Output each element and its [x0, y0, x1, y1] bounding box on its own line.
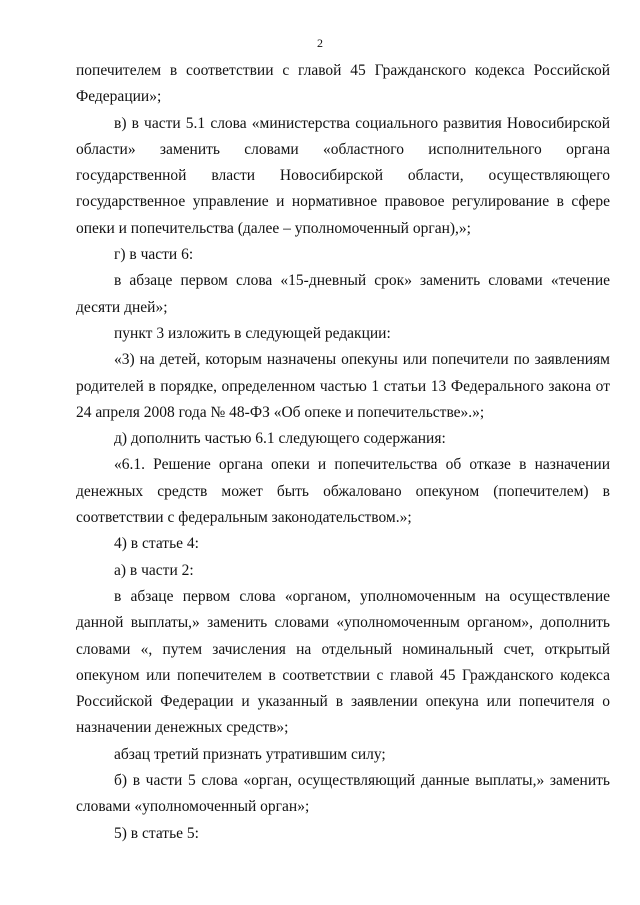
paragraph-first-abzac: в абзаце первом слова «15-дневный срок» заменить словами «течение десяти дней»; — [76, 272, 610, 316]
paragraph-item-d: д) дополнить частью 6.1 следующего содержания: — [114, 430, 446, 448]
paragraph-item-a: а) в части 2: — [114, 561, 194, 579]
paragraph-item-b: б) в части 5 слова «орган, осуществляющий данные выплаты,» заменить словами «уполномоченный орган»; — [76, 772, 610, 816]
paragraph-punkt-3: пункт 3 изложить в следующей редакции: — [114, 324, 391, 342]
paragraph-continuation: попечителем в соответствии с главой 45 Гражданского кодекса Российской Федерации»; — [76, 62, 610, 106]
document-body — [76, 58, 610, 847]
paragraph-third-abzac: абзац третий признать утратившим силу; — [114, 745, 386, 763]
paragraph-quote-3: «3) на детей, которым назначены опекуны или попечители по заявлениям родителей в порядке, определенном частью 1 статьи 13 Федерального закона от 24 апреля 2008 года № 48-ФЗ «Об опеке и попечительстве».»; — [76, 351, 610, 421]
paragraph-item-4: 4) в статье 4: — [114, 535, 199, 553]
paragraph-item-g: г) в части 6: — [114, 246, 194, 264]
paragraph-quote-6-1: «6.1. Решение органа опеки и попечительства об отказе в назначении денежных средств может быть обжаловано опекуном (попечителем) в соответствии с федеральным законодательством.»; — [76, 456, 610, 527]
paragraph-item-5: 5) в статье 5: — [114, 824, 199, 842]
page-number: 2 — [317, 36, 323, 50]
paragraph-first-abzac-2: в абзаце первом слова «органом, уполномоченным на осуществление данной выплаты,» заменить словами «уполномоченным органом», дополнить словами «, путем зачисления на отдельный номинальный счет, открытый опекуном или попечителем в соответствии с главой 45 Гражданского кодекса Российской Федерации и указанный в заявлении опекуна или попечителя о назначении денежных средств»; — [76, 587, 610, 737]
paragraph-item-v: в) в части 5.1 слова «министерства социального развития Новосибирской области» заменить словами «областного исполнительного органа государственной власти Новосибирской области, осуществляющего государственное управление и нормативное правовое регулирование в сфере опеки и попечительства (далее – уполномоченный орган),»; — [76, 114, 610, 237]
